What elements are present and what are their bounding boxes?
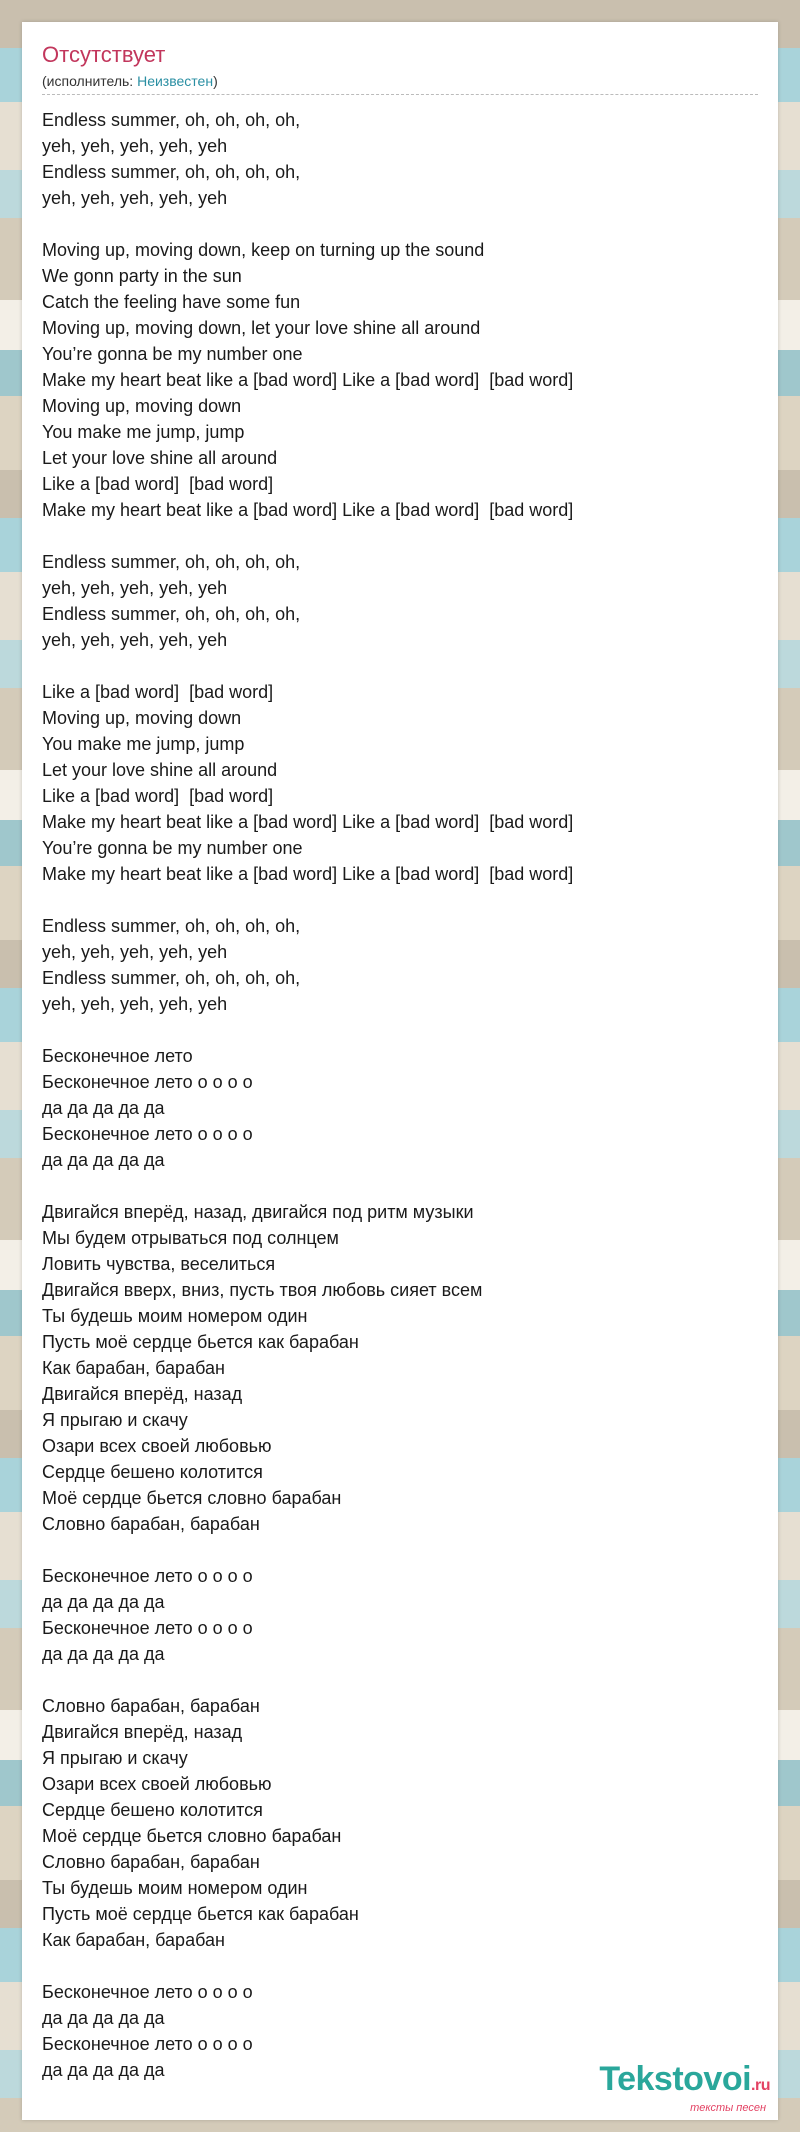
- lyric-line: Сердце бешено колотится: [42, 1462, 263, 1482]
- lyric-line: Мы будем отрываться под солнцем: [42, 1228, 339, 1248]
- stanza-break: [42, 1667, 762, 1693]
- lyric-line: Endless summer, oh, oh, oh, oh,: [42, 110, 301, 130]
- lyric-line: yeh, yeh, yeh, yeh, yeh: [42, 942, 228, 962]
- lyric-line: Озари всех своей любовью: [42, 1436, 272, 1456]
- lyric-line: You make me jump, jump: [42, 422, 245, 442]
- lyric-line: Двигайся вверх, вниз, пусть твоя любовь сияет всем: [42, 1280, 483, 1300]
- lyric-line: Как барабан, барабан: [42, 1930, 225, 1950]
- stanza-break: [42, 211, 762, 237]
- lyric-line: Endless summer, oh, oh, oh, oh,: [42, 552, 301, 572]
- stanza-break: [42, 653, 762, 679]
- lyric-line: да да да да да: [42, 1150, 165, 1170]
- lyric-line: Like a [bad word] [bad word]: [42, 682, 274, 702]
- logo-tld: .ru: [751, 2077, 770, 2094]
- lyric-line: Catch the feeling have some fun: [42, 292, 301, 312]
- lyric-line: Ты будешь моим номером один: [42, 1306, 308, 1326]
- lyric-line: You make me jump, jump: [42, 734, 245, 754]
- lyric-line: Моё сердце бьется словно барабан: [42, 1826, 342, 1846]
- lyric-line: Словно барабан, барабан: [42, 1696, 260, 1716]
- lyric-line: Endless summer, oh, oh, oh, oh,: [42, 916, 301, 936]
- lyric-line: Бесконечное лето о о о о: [42, 1072, 253, 1092]
- lyric-line: Бесконечное лето о о о о: [42, 1566, 253, 1586]
- lyric-line: Let your love shine all around: [42, 760, 278, 780]
- logo-wordmark: [599, 2061, 770, 2104]
- lyric-line: Like a [bad word] [bad word]: [42, 474, 274, 494]
- lyric-line: Как барабан, барабан: [42, 1358, 225, 1378]
- lyric-line: yeh, yeh, yeh, yeh, yeh: [42, 136, 228, 156]
- stanza-break: [42, 523, 762, 549]
- lyric-line: Сердце бешено колотится: [42, 1800, 263, 1820]
- lyric-line: Я прыгаю и скачу: [42, 1410, 188, 1430]
- lyric-line: Пусть моё сердце бьется как барабан: [42, 1904, 359, 1924]
- lyric-line: Endless summer, oh, oh, oh, oh,: [42, 604, 301, 624]
- lyric-line: Бесконечное лето: [42, 1046, 193, 1066]
- lyrics-text: [42, 107, 762, 2083]
- logo-tagline: тексты песен: [690, 2102, 766, 2114]
- lyric-line: да да да да да: [42, 1644, 165, 1664]
- artist-prefix: (исполнитель:: [42, 73, 138, 89]
- site-logo[interactable]: [599, 2061, 770, 2114]
- lyric-line: да да да да да: [42, 2008, 165, 2028]
- lyric-line: Make my heart beat like a [bad word] Like a [bad word] [bad word]: [42, 500, 574, 520]
- lyric-line: Словно барабан, барабан: [42, 1852, 260, 1872]
- lyric-line: Бесконечное лето о о о о: [42, 1618, 253, 1638]
- lyric-line: yeh, yeh, yeh, yeh, yeh: [42, 188, 228, 208]
- lyric-line: Пусть моё сердце бьется как барабан: [42, 1332, 359, 1352]
- lyric-line: We gonn party in the sun: [42, 266, 242, 286]
- lyric-line: да да да да да: [42, 1592, 165, 1612]
- lyric-line: Let your love shine all around: [42, 448, 278, 468]
- lyric-line: Endless summer, oh, oh, oh, oh,: [42, 162, 301, 182]
- artist-link[interactable]: Неизвестен: [137, 73, 214, 89]
- song-title: Отсутствует: [42, 42, 166, 67]
- lyric-line: да да да да да: [42, 1098, 165, 1118]
- artist-suffix: ): [213, 73, 218, 89]
- stanza-break: [42, 1173, 762, 1199]
- lyric-line: Endless summer, oh, oh, oh, oh,: [42, 968, 301, 988]
- lyric-line: Ловить чувства, веселиться: [42, 1254, 276, 1274]
- lyric-line: You’re gonna be my number one: [42, 344, 303, 364]
- stanza-break: [42, 1953, 762, 1979]
- lyric-line: Moving up, moving down, let your love shine all around: [42, 318, 481, 338]
- artist-line: [42, 72, 758, 95]
- lyric-line: Моё сердце бьется словно барабан: [42, 1488, 342, 1508]
- lyric-line: Like a [bad word] [bad word]: [42, 786, 274, 806]
- lyric-line: Двигайся вперёд, назад, двигайся под ритм музыки: [42, 1202, 474, 1222]
- lyric-line: Moving up, moving down, keep on turning up the sound: [42, 240, 485, 260]
- lyric-line: Двигайся вперёд, назад: [42, 1384, 243, 1404]
- lyric-line: Ты будешь моим номером один: [42, 1878, 308, 1898]
- lyric-line: Make my heart beat like a [bad word] Like a [bad word] [bad word]: [42, 370, 574, 390]
- lyric-line: Make my heart beat like a [bad word] Like a [bad word] [bad word]: [42, 864, 574, 884]
- lyric-line: yeh, yeh, yeh, yeh, yeh: [42, 994, 228, 1014]
- lyric-line: You’re gonna be my number one: [42, 838, 303, 858]
- lyric-line: yeh, yeh, yeh, yeh, yeh: [42, 578, 228, 598]
- stanza-break: [42, 887, 762, 913]
- lyric-line: Словно барабан, барабан: [42, 1514, 260, 1534]
- logo-name: Tekstovoi: [599, 2060, 752, 2098]
- lyric-line: Бесконечное лето о о о о: [42, 1982, 253, 2002]
- lyric-line: да да да да да: [42, 2060, 165, 2080]
- lyric-line: Озари всех своей любовью: [42, 1774, 272, 1794]
- lyric-line: yeh, yeh, yeh, yeh, yeh: [42, 630, 228, 650]
- stanza-break: [42, 1017, 762, 1043]
- lyric-line: Make my heart beat like a [bad word] Like a [bad word] [bad word]: [42, 812, 574, 832]
- stanza-break: [42, 1537, 762, 1563]
- lyric-line: Moving up, moving down: [42, 708, 242, 728]
- lyric-line: Бесконечное лето о о о о: [42, 1124, 253, 1144]
- lyric-line: Двигайся вперёд, назад: [42, 1722, 243, 1742]
- lyric-line: Я прыгаю и скачу: [42, 1748, 188, 1768]
- lyric-line: Бесконечное лето о о о о: [42, 2034, 253, 2054]
- lyric-line: Moving up, moving down: [42, 396, 242, 416]
